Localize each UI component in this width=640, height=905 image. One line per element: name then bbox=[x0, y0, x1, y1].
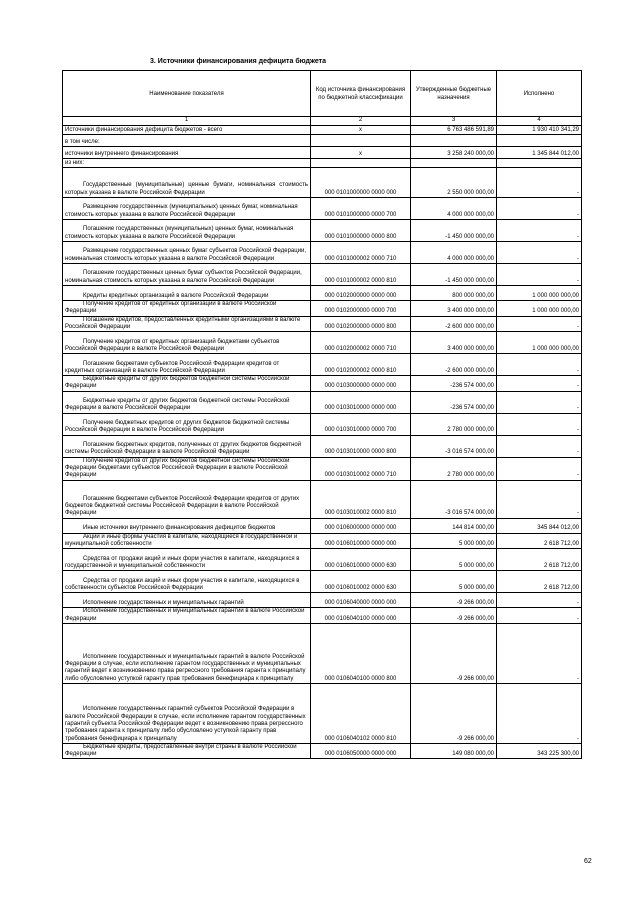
row-approved: -1 450 000 000,00 bbox=[411, 220, 497, 242]
row-executed: 2 618 712,00 bbox=[497, 571, 582, 593]
row-executed: - bbox=[497, 435, 582, 457]
header-approved: Утвержденные бюджетные назначения bbox=[411, 71, 497, 117]
row-name: Погашение государственных (муниципальных) ценных бумаг, номинальная стоимость которых указана в валюте Российской Федерации bbox=[63, 220, 311, 242]
row-name: Получение бюджетных кредитов от других бюджетов бюджетной системы Российской Федерации в валюте Российской Федерации bbox=[63, 413, 311, 435]
row-executed: - bbox=[497, 608, 582, 624]
row-code: 000 0103010000 0000 000 bbox=[311, 391, 411, 413]
row-name: Погашение бюджетами субъектов Российской Федерации кредитов от других бюджетов бюджетной системы Российской Федерации в валюте Российской Федерации bbox=[63, 480, 311, 518]
row-executed: 1 000 000 000,00 bbox=[497, 332, 582, 354]
row-approved: 5 000 000,00 bbox=[411, 549, 497, 571]
column-number: 1 bbox=[63, 117, 311, 126]
row-approved: -2 600 000 000,00 bbox=[411, 316, 497, 332]
column-number: 2 bbox=[311, 117, 411, 126]
row-name: из них: bbox=[63, 159, 311, 168]
table-row bbox=[63, 198, 582, 220]
table-row bbox=[63, 480, 582, 518]
table-row bbox=[63, 376, 582, 392]
row-name: Бюджетные кредиты, предоставленные внутри страны в валюте Российской Федерации bbox=[63, 743, 311, 759]
row-code: 000 0102000000 0000 000 bbox=[311, 286, 411, 301]
row-executed: - bbox=[497, 168, 582, 198]
header-name: Наименование показателя bbox=[63, 71, 311, 117]
row-executed: - bbox=[497, 480, 582, 518]
row-code: 000 0101000000 0000 800 bbox=[311, 220, 411, 242]
row-code: 000 0106040100 0000 800 bbox=[311, 623, 411, 683]
deficit-financing-table bbox=[62, 70, 582, 759]
row-executed bbox=[497, 159, 582, 168]
row-code: 000 0106050000 0000 000 bbox=[311, 743, 411, 759]
row-executed: 2 618 712,00 bbox=[497, 549, 582, 571]
row-code: 000 0103010002 0000 810 bbox=[311, 480, 411, 518]
table-row bbox=[63, 220, 582, 242]
row-executed: - bbox=[497, 354, 582, 376]
row-code: x bbox=[311, 147, 411, 159]
table-row bbox=[63, 159, 582, 168]
row-code: 000 0106000000 0000 000 bbox=[311, 518, 411, 533]
row-executed: - bbox=[497, 683, 582, 743]
header-executed: Исполнено bbox=[497, 71, 582, 117]
row-code: 000 0103000000 0000 000 bbox=[311, 376, 411, 392]
row-code: 000 0101000002 0000 810 bbox=[311, 264, 411, 286]
row-code: 000 0103010002 0000 710 bbox=[311, 457, 411, 480]
row-name: Кредиты кредитных организаций в валюте Российской Федерации bbox=[63, 286, 311, 301]
row-approved: 2 780 000 000,00 bbox=[411, 457, 497, 480]
row-code: 000 0103010000 0000 700 bbox=[311, 413, 411, 435]
row-approved: 4 000 000 000,00 bbox=[411, 198, 497, 220]
row-executed: - bbox=[497, 593, 582, 608]
section-title: 3. Источники финансирования дефицита бюджета bbox=[150, 58, 326, 65]
row-executed: 1 345 844 012,00 bbox=[497, 147, 582, 159]
table-row bbox=[63, 608, 582, 624]
row-name: Источники финансирования дефицита бюджетов - всего bbox=[63, 126, 311, 135]
table-row bbox=[63, 413, 582, 435]
column-number: 3 bbox=[411, 117, 497, 126]
row-approved: 6 763 486 591,89 bbox=[411, 126, 497, 135]
row-code bbox=[311, 159, 411, 168]
table-row bbox=[63, 743, 582, 759]
table-row bbox=[63, 126, 582, 135]
row-name: Исполнение государственных и муниципальных гарантий в валюте Российской Федерации bbox=[63, 608, 311, 624]
row-approved: 3 400 000 000,00 bbox=[411, 301, 497, 317]
header-code: Код источника финансирования по бюджетной классификации bbox=[311, 71, 411, 117]
row-approved: 5 000 000,00 bbox=[411, 533, 497, 549]
row-name: Получение кредитов от других бюджетов бюджетной системы Российской Федерации бюджетами субъектов Российской Федерации в валюте Российской Федерации bbox=[63, 457, 311, 480]
row-code: 000 0103010000 0000 800 bbox=[311, 435, 411, 457]
table-row bbox=[63, 683, 582, 743]
row-executed: 1 930 410 341,29 bbox=[497, 126, 582, 135]
table-row bbox=[63, 593, 582, 608]
row-executed: - bbox=[497, 457, 582, 480]
row-approved: -9 266 000,00 bbox=[411, 683, 497, 743]
row-executed: - bbox=[497, 413, 582, 435]
row-approved: -236 574 000,00 bbox=[411, 391, 497, 413]
table-row bbox=[63, 264, 582, 286]
row-code: 000 0106040100 0000 000 bbox=[311, 608, 411, 624]
row-code: 000 0102000000 0000 700 bbox=[311, 301, 411, 317]
table-row bbox=[63, 518, 582, 533]
row-approved: -3 016 574 000,00 bbox=[411, 435, 497, 457]
row-code: 000 0101000000 0000 000 bbox=[311, 168, 411, 198]
row-executed: 1 000 000 000,00 bbox=[497, 286, 582, 301]
row-name: Погашение кредитов, предоставленных кредитными организациями в валюте Российской Федерации bbox=[63, 316, 311, 332]
table-row bbox=[63, 354, 582, 376]
row-approved bbox=[411, 159, 497, 168]
table-row bbox=[63, 623, 582, 683]
row-executed: - bbox=[497, 623, 582, 683]
table-row bbox=[63, 533, 582, 549]
row-executed: - bbox=[497, 220, 582, 242]
table-row bbox=[63, 332, 582, 354]
table-row bbox=[63, 286, 582, 301]
table-row bbox=[63, 391, 582, 413]
row-executed: - bbox=[497, 391, 582, 413]
row-code: 000 0106040102 0000 810 bbox=[311, 683, 411, 743]
table-row bbox=[63, 147, 582, 159]
table-row bbox=[63, 457, 582, 480]
row-code: 000 0106010002 0000 630 bbox=[311, 571, 411, 593]
row-code: 000 0102000002 0000 710 bbox=[311, 332, 411, 354]
row-name: Погашение бюджетами субъектов Российской Федерации кредитов от кредитных организаций в валюте Российской Федерации bbox=[63, 354, 311, 376]
row-name: Средства от продажи акций и иных форм участия в капитале, находящихся в государственной и муниципальной собственности bbox=[63, 549, 311, 571]
row-name: Размещение государственных ценных бумаг субъектов Российской Федерации, номинальная стоимость которых указана в валюте Российской Федерации bbox=[63, 242, 311, 264]
row-name: Бюджетные кредиты от других бюджетов бюджетной системы Российской Федерации bbox=[63, 376, 311, 392]
row-code: x bbox=[311, 126, 411, 135]
table-row bbox=[63, 168, 582, 198]
row-code bbox=[311, 135, 411, 147]
row-code: 000 0106040000 0000 000 bbox=[311, 593, 411, 608]
row-name: Иные источники внутреннего финансирования дефицитов бюджетов bbox=[63, 518, 311, 533]
row-executed: - bbox=[497, 316, 582, 332]
row-executed: - bbox=[497, 198, 582, 220]
row-approved: -236 574 000,00 bbox=[411, 376, 497, 392]
row-name: Бюджетные кредиты от других бюджетов бюджетной системы Российской Федерации в валюте Российской Федерации bbox=[63, 391, 311, 413]
row-approved: 800 000 000,00 bbox=[411, 286, 497, 301]
row-approved: -9 266 000,00 bbox=[411, 593, 497, 608]
row-approved: -3 016 574 000,00 bbox=[411, 480, 497, 518]
table-row bbox=[63, 549, 582, 571]
row-name: Получение кредитов от кредитных организаций в валюте Российской Федерации bbox=[63, 301, 311, 317]
table-row bbox=[63, 435, 582, 457]
row-code: 000 0101000000 0000 700 bbox=[311, 198, 411, 220]
row-name: в том числе: bbox=[63, 135, 311, 147]
row-executed bbox=[497, 135, 582, 147]
table-row bbox=[63, 571, 582, 593]
row-approved: -2 600 000 000,00 bbox=[411, 354, 497, 376]
row-code: 000 0106010000 0000 630 bbox=[311, 549, 411, 571]
row-name: Исполнение государственных гарантий субъектов Российской Федерации в валюте Российской Федерации в случае, если исполнение гарантом государственных гарантий субъекта Российской Федерации ведет к возникновению права регрессного требования гаранта к принципалу либо обусловлено уступкой гаранту прав требования бенефициара к принципалу bbox=[63, 683, 311, 743]
row-executed: 1 000 000 000,00 bbox=[497, 301, 582, 317]
row-approved: 149 080 000,00 bbox=[411, 743, 497, 759]
row-executed: 2 618 712,00 bbox=[497, 533, 582, 549]
row-code: 000 0101000002 0000 710 bbox=[311, 242, 411, 264]
row-approved: 4 000 000 000,00 bbox=[411, 242, 497, 264]
row-executed: 345 844 012,00 bbox=[497, 518, 582, 533]
row-name: Акции и иные формы участия в капитале, находящиеся в государственной и муниципальной собственности bbox=[63, 533, 311, 549]
table-row bbox=[63, 316, 582, 332]
row-approved: 144 814 000,00 bbox=[411, 518, 497, 533]
table-row bbox=[63, 301, 582, 317]
column-number: 4 bbox=[497, 117, 582, 126]
column-number-row bbox=[63, 117, 582, 126]
table-header-row bbox=[63, 71, 582, 117]
row-name: Исполнение государственных и муниципальных гарантий bbox=[63, 593, 311, 608]
row-code: 000 0102000002 0000 810 bbox=[311, 354, 411, 376]
row-executed: - bbox=[497, 376, 582, 392]
row-approved: 3 400 000 000,00 bbox=[411, 332, 497, 354]
row-name: Получение кредитов от кредитных организаций бюджетами субъектов Российской Федерации в валюте Российской Федерации bbox=[63, 332, 311, 354]
row-approved: 5 000 000,00 bbox=[411, 571, 497, 593]
row-name: Исполнение государственных и муниципальных гарантий в валюте Российской Федерации в случае, если исполнение гарантом государственных и муниципальных гарантий ведет к возникновению права регрессного требования гаранта к принципалу либо обусловлено уступкой гаранту прав требования бенефициара к принципалу bbox=[63, 623, 311, 683]
row-executed: - bbox=[497, 264, 582, 286]
row-approved: 3 258 240 000,00 bbox=[411, 147, 497, 159]
row-approved: -9 266 000,00 bbox=[411, 623, 497, 683]
row-executed: - bbox=[497, 242, 582, 264]
row-approved: 2 780 000 000,00 bbox=[411, 413, 497, 435]
row-name: Погашение бюджетных кредитов, полученных от других бюджетов бюджетной системы Российской Федерации в валюте Российской Федерации bbox=[63, 435, 311, 457]
row-approved: 2 550 000 000,00 bbox=[411, 168, 497, 198]
row-name: Погашение государственных ценных бумаг субъектов Российской Федерации, номинальная стоимость которых указана в валюте Российской Федерации bbox=[63, 264, 311, 286]
page-number: 62 bbox=[584, 858, 592, 865]
row-name: Средства от продажи акций и иных форм участия в капитале, находящихся в собственности субъектов Российской Федерации bbox=[63, 571, 311, 593]
row-code: 000 0102000000 0000 800 bbox=[311, 316, 411, 332]
row-approved: -9 266 000,00 bbox=[411, 608, 497, 624]
row-name: источники внутреннего финансирования bbox=[63, 147, 311, 159]
row-approved: -1 450 000 000,00 bbox=[411, 264, 497, 286]
row-name: Размещение государственных (муниципальных) ценных бумаг, номинальная стоимость которых указана в валюте Российской Федерации bbox=[63, 198, 311, 220]
table-row bbox=[63, 135, 582, 147]
row-executed: 343 225 300,00 bbox=[497, 743, 582, 759]
table-row bbox=[63, 242, 582, 264]
row-code: 000 0106010000 0000 000 bbox=[311, 533, 411, 549]
row-name: Государственные (муниципальные) ценные бумаги, номинальная стоимость которых указана в валюте Российской Федерации bbox=[63, 168, 311, 198]
row-approved bbox=[411, 135, 497, 147]
